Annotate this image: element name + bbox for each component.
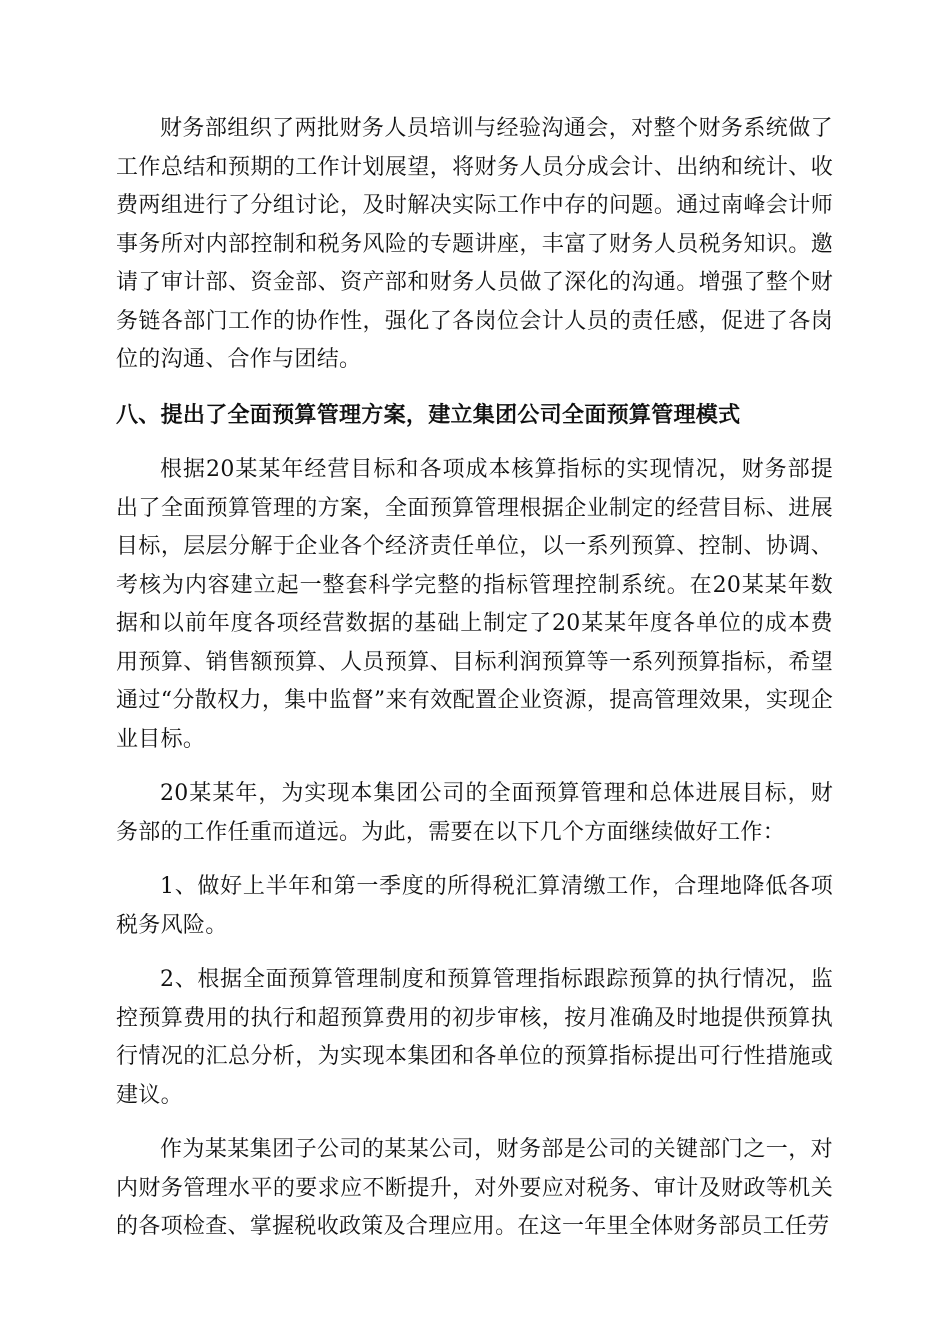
document-body [116, 110, 833, 1247]
paragraph-item-2: 2、根据全面预算管理制度和预算管理指标跟踪预算的执行情况，监控预算费用的执行和超预算费用的初步审核，按月准确及时地提供预算执行情况的汇总分析，为实现本集团和各单位的预算指标提出可行性措施或建议。 [116, 967, 833, 1108]
paragraph-budget-plan: 根据20某某年经营目标和各项成本核算指标的实现情况，财务部提出了全面预算管理的方案，全面预算管理根据企业制定的经营目标、进展目标，层层分解于企业各个经济责任单位，以一系列预算、控制、协调、考核为内容建立起一整套科学完整的指标管理控制系统。在20某某年数据和以前年度各项经营数据的基础上制定了20某某年度各单位的成本费用预算、销售额预算、人员预算、目标利润预算等一系列预算指标，希望通过“分散权力，集中监督”来有效配置企业资源，提高管理效果，实现企业目标。 [116, 457, 833, 752]
paragraph-training: 财务部组织了两批财务人员培训与经验沟通会，对整个财务系统做了工作总结和预期的工作计划展望，将财务人员分成会计、出纳和统计、收费两组进行了分组讨论，及时解决实际工作中存的问题。通过南峰会计师事务所对内部控制和税务风险的专题讲座，丰富了财务人员税务知识。邀请了审计部、资金部、资产部和财务人员做了深化的沟通。增强了整个财务链各部门工作的协作性，强化了各岗位会计人员的责任感，促进了各岗位的沟通、合作与团结。 [116, 116, 833, 372]
paragraph-item-1: 1、做好上半年和第一季度的所得税汇算清缴工作，合理地降低各项税务风险。 [116, 874, 833, 938]
paragraph-closing: 作为某某集团子公司的某某公司，财务部是公司的关键部门之一，对内财务管理水平的要求应不断提升，对外要应对税务、审计及财政等机关的各项检查、掌握税收政策及合理应用。在这一年里全体财务部员工任劳 [116, 1137, 833, 1239]
section-heading-budget: 八、提出了全面预算管理方案，建立集团公司全面预算管理模式 [116, 402, 741, 428]
paragraph-next-year: 20某某年，为实现本集团公司的全面预算管理和总体进展目标，财务部的工作任重而道远。为此，需要在以下几个方面继续做好工作： [116, 781, 833, 845]
